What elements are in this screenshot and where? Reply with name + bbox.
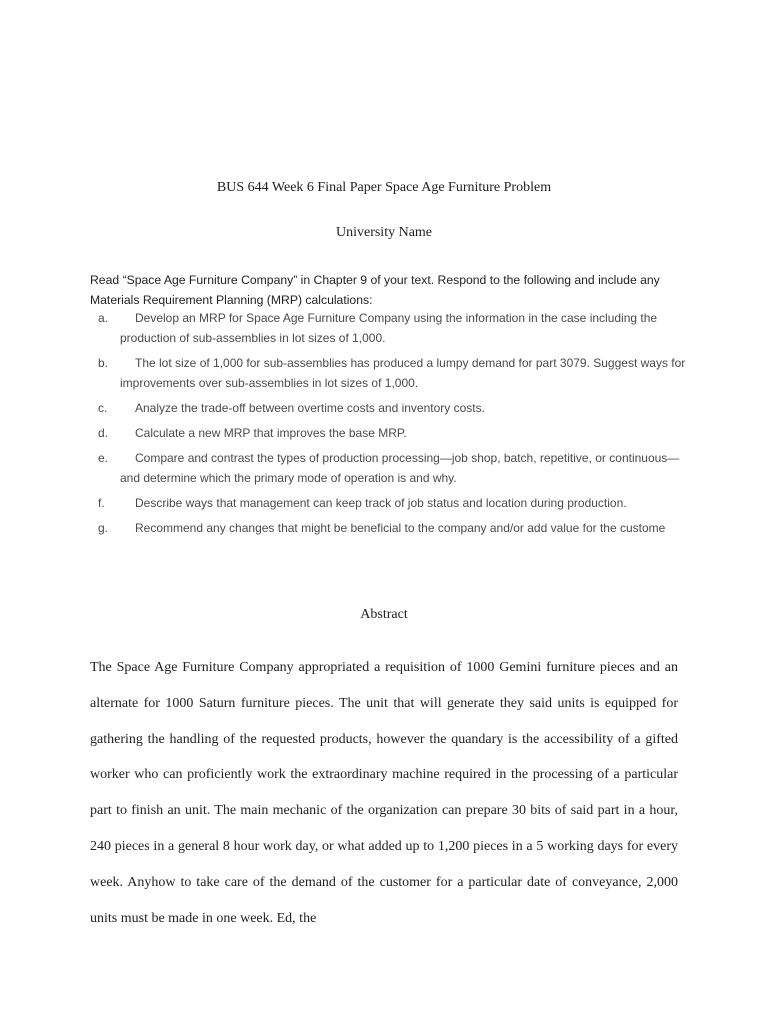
task-text: Compare and contrast the types of production processing—job shop, batch, repetitive, or continuous—and determine which the primary mode of operation is and why. (120, 451, 680, 485)
task-letter: f. (98, 496, 105, 510)
task-text: Describe ways that management can keep track of job status and location during production. (135, 496, 627, 510)
document-title: BUS 644 Week 6 Final Paper Space Age Furniture Problem (216, 180, 552, 195)
task-letter: d. (98, 426, 109, 440)
abstract-paragraph: The Space Age Furniture Company appropriated a requisition of 1000 Gemini furniture pieces and an alternate for 1000 Saturn furniture pieces. The unit that will generate they said units is equipped for gathering the handling of the requested products, however the quandary is the accessibility of a gifted worker who can proficiently work the extraordinary machine required in the processing of a particular part to finish an unit. The main mechanic of the organization can prepare 30 bits of said part in a hour, 240 pieces in a general 8 hour work day, or what added up to 1,200 pieces in a 5 working days for every week. Anyhow to take care of the demand of the customer for a particular date of conveyance, 2,000 units must be made in one week. Ed, the (90, 660, 678, 926)
assignment-intro: Read “Space Age Furniture Company” in Chapter 9 of your text. Respond to the following and include any Materials Requirement Planning (MRP) calculations: (90, 273, 660, 307)
task-text: Develop an MRP for Space Age Furniture Company using the information in the case including the production of sub-assemblies in lot sizes of 1,000. (120, 311, 658, 345)
task-text: Analyze the trade-off between overtime costs and inventory costs. (135, 401, 485, 415)
abstract-heading: Abstract (360, 607, 408, 622)
task-item (90, 518, 690, 538)
university-name: University Name (335, 225, 433, 240)
assignment-task-list (90, 308, 690, 543)
task-letter: g. (98, 521, 109, 535)
task-letter: b. (98, 356, 109, 370)
task-letter: c. (98, 401, 108, 415)
task-text: Recommend any changes that might be beneficial to the company and/or add value for the custome (135, 521, 666, 535)
task-letter: a. (98, 311, 109, 325)
task-item (90, 448, 690, 488)
task-item (90, 398, 690, 418)
task-text: The lot size of 1,000 for sub-assemblies has produced a lumpy demand for part 3079. Suggest ways for improvements over sub-assemblies in lot sizes of 1,000. (120, 356, 686, 390)
task-text: Calculate a new MRP that improves the base MRP. (135, 426, 407, 440)
task-item (90, 493, 690, 513)
task-item (90, 353, 690, 393)
task-item (90, 423, 690, 443)
task-letter: e. (98, 451, 109, 465)
task-item (90, 308, 690, 348)
